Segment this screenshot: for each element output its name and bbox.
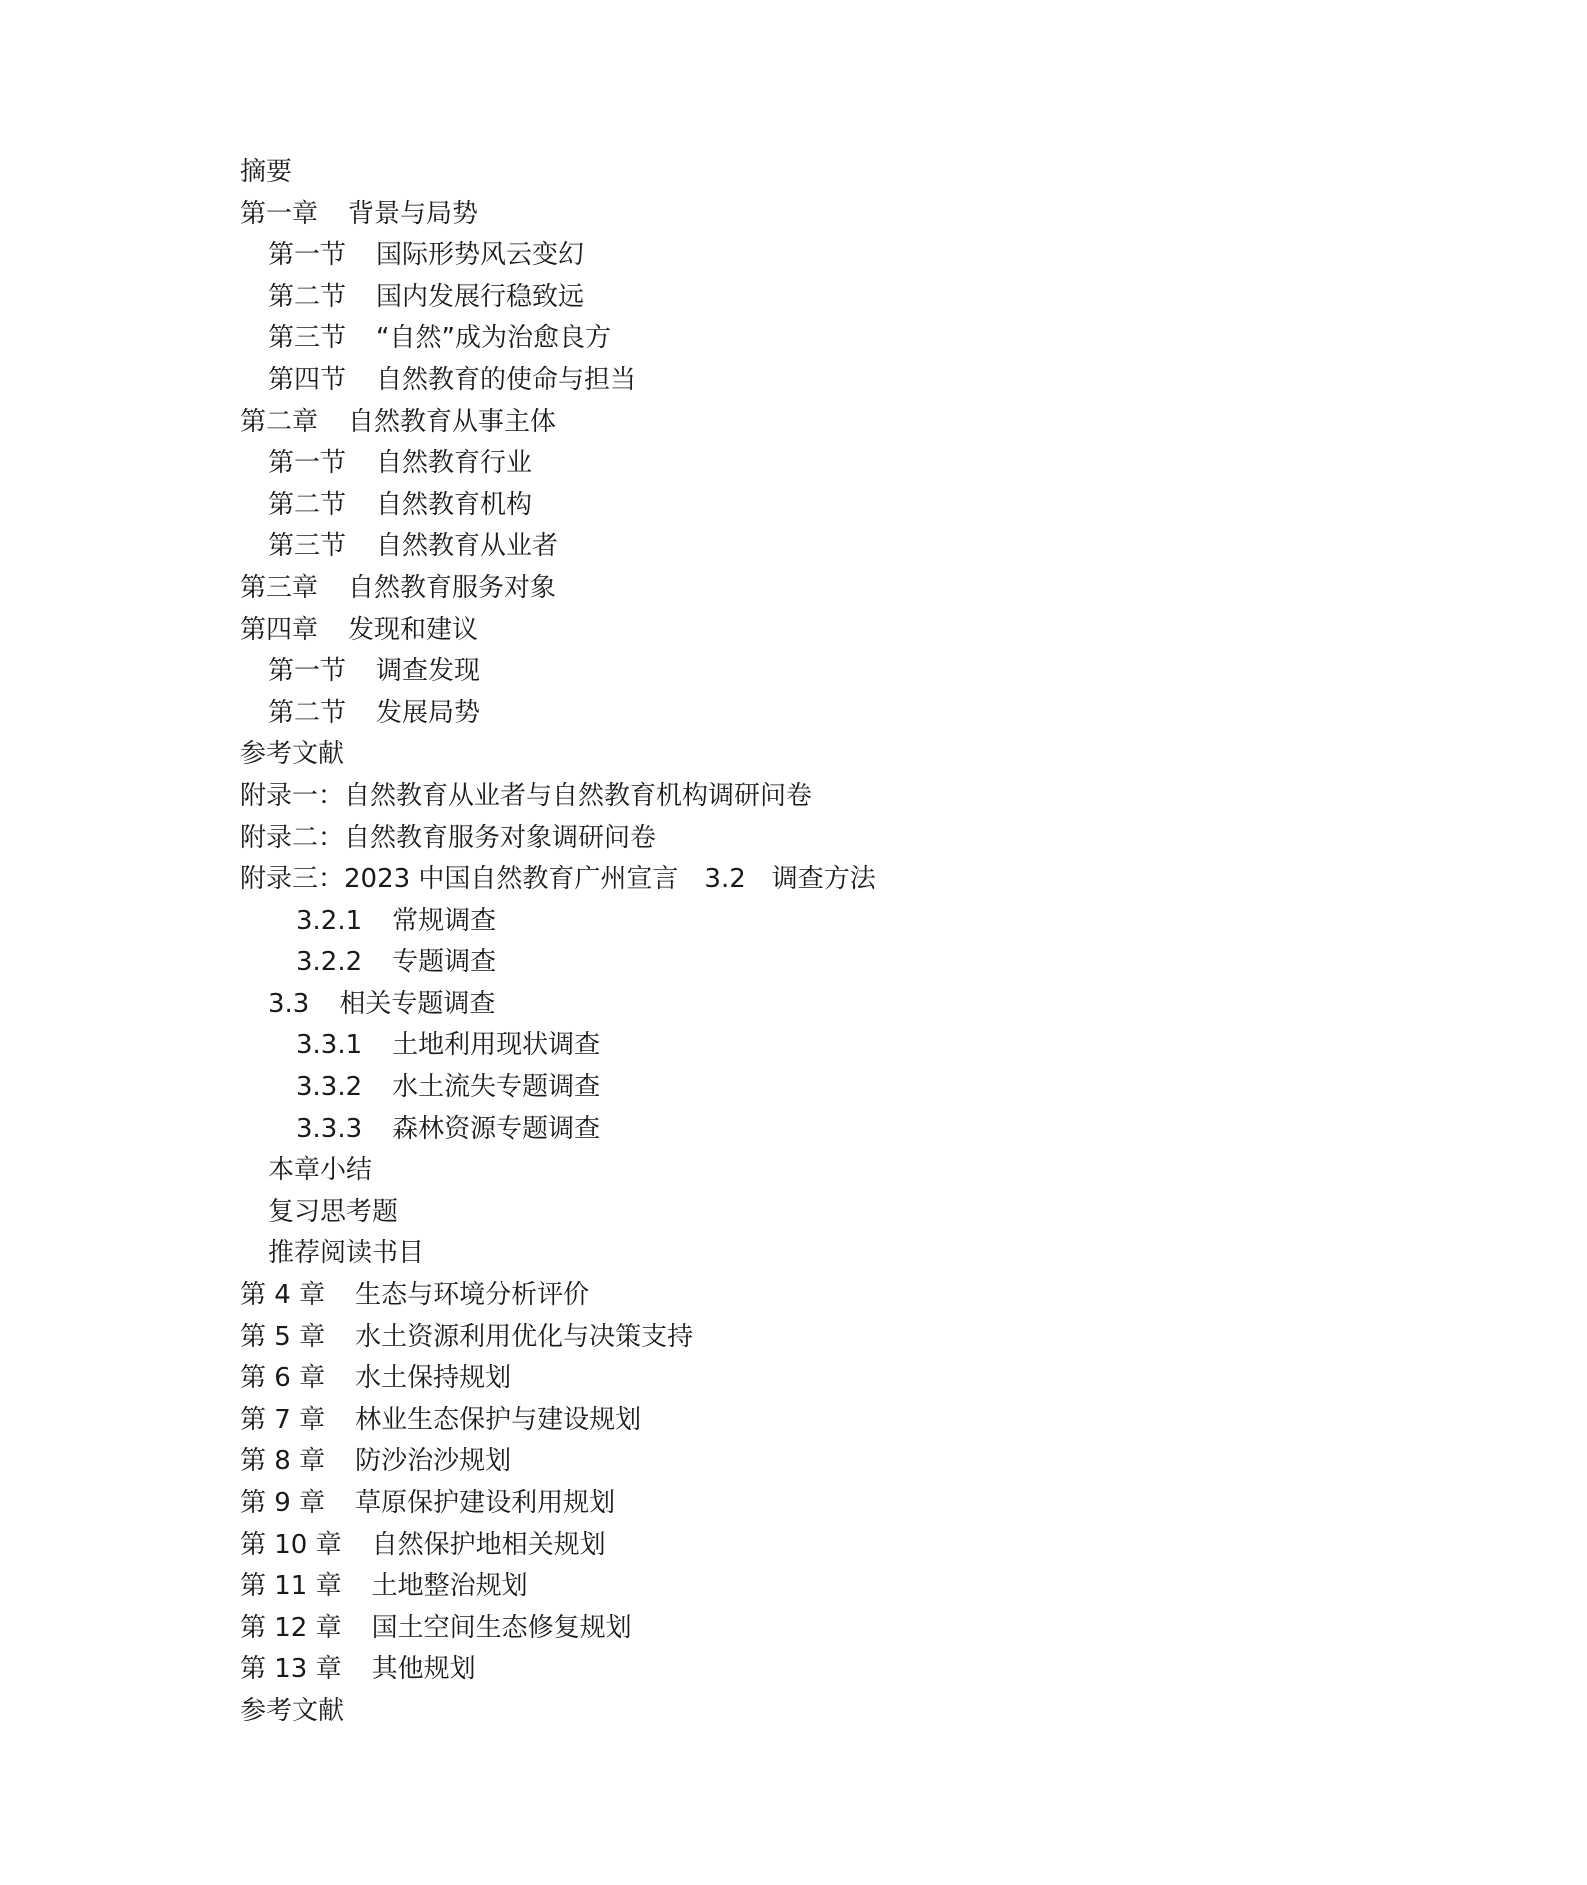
toc-entry-title: 自然保护地相关规划	[371, 1529, 606, 1560]
toc-entry	[240, 1192, 876, 1234]
table-of-contents	[240, 152, 876, 1733]
toc-entry-number: 第 9 章	[240, 1488, 326, 1518]
toc-entry-title: 林业生态保护与建设规划	[355, 1404, 642, 1435]
toc-entry	[240, 1400, 876, 1442]
toc-entry-title: 本章小结	[268, 1155, 373, 1186]
toc-entry-title: 水土流失专题调查	[392, 1072, 601, 1103]
toc-entry	[240, 1109, 876, 1151]
toc-entry-number: 第一章	[240, 198, 319, 229]
toc-entry	[240, 1275, 876, 1317]
toc-entry-title: 自然教育服务对象	[348, 572, 557, 603]
toc-entry	[240, 526, 876, 568]
toc-entry-title: 自然教育的使命与担当	[376, 364, 637, 395]
toc-entry	[240, 610, 876, 652]
toc-entry-title: 附录一：自然教育从业者与自然教育机构调研问卷	[240, 780, 813, 811]
toc-entry	[240, 568, 876, 610]
toc-entry-number: 第二节	[268, 489, 347, 520]
toc-entry-number: 3.3.1	[296, 1030, 363, 1061]
toc-entry-number: 第一节	[268, 240, 347, 271]
toc-entry-title: 自然教育机构	[376, 489, 533, 520]
toc-entry-number: 第三节	[268, 323, 347, 354]
toc-entry-title: 背景与局势	[348, 198, 479, 229]
toc-entry-number: 第 6 章	[240, 1363, 326, 1394]
toc-entry-title: 复习思考题	[268, 1196, 399, 1227]
toc-entry-number: 第 7 章	[240, 1404, 326, 1435]
toc-entry	[240, 942, 876, 984]
toc-entry-title: 水土资源利用优化与决策支持	[355, 1321, 694, 1352]
toc-entry	[240, 818, 876, 860]
toc-entry	[240, 984, 876, 1026]
toc-entry	[240, 1067, 876, 1109]
toc-entry	[240, 651, 876, 693]
toc-entry-title: 发现和建议	[348, 614, 479, 645]
toc-entry	[240, 235, 876, 277]
toc-entry	[240, 1566, 876, 1608]
toc-entry	[240, 360, 876, 402]
toc-entry	[240, 1691, 876, 1733]
toc-entry-number: 第 13 章	[240, 1654, 342, 1685]
toc-entry-number: 3.3	[268, 988, 310, 1019]
toc-entry-title: 国内发展行稳致远	[376, 281, 585, 312]
toc-entry-number: 第 11 章	[240, 1571, 342, 1602]
toc-entry	[240, 318, 876, 360]
toc-entry-title: 附录三：2023 中国自然教育广州宣言 3.2 调查方法	[240, 864, 876, 895]
toc-entry	[240, 194, 876, 236]
toc-entry	[240, 1483, 876, 1525]
toc-entry	[240, 1608, 876, 1650]
toc-entry-number: 第三节	[268, 531, 347, 562]
toc-entry	[240, 1441, 876, 1483]
toc-entry-title: “自然”成为治愈良方	[376, 323, 611, 354]
toc-entry-title: 国土空间生态修复规划	[371, 1612, 632, 1643]
toc-entry	[240, 1358, 876, 1400]
toc-entry-title: 自然教育从业者	[376, 531, 559, 562]
toc-entry-number: 第 8 章	[240, 1446, 326, 1477]
toc-entry	[240, 1233, 876, 1275]
toc-entry	[240, 443, 876, 485]
toc-entry	[240, 402, 876, 444]
toc-entry-number: 第二章	[240, 406, 319, 437]
toc-entry-title: 水土保持规划	[355, 1363, 512, 1394]
toc-entry-number: 第 10 章	[240, 1529, 342, 1560]
toc-entry	[240, 693, 876, 735]
toc-entry	[240, 734, 876, 776]
toc-entry-number: 第 4 章	[240, 1280, 326, 1311]
toc-entry-title: 国际形势风云变幻	[376, 240, 585, 271]
toc-entry-number: 3.3.2	[296, 1072, 363, 1103]
toc-entry-title: 其他规划	[371, 1654, 476, 1685]
toc-entry-number: 第三章	[240, 572, 319, 603]
toc-entry-title: 参考文献	[240, 739, 345, 770]
toc-entry-title: 森林资源专题调查	[392, 1113, 601, 1144]
toc-entry	[240, 1317, 876, 1359]
toc-entry-number: 第 12 章	[240, 1612, 342, 1643]
toc-entry-title: 生态与环境分析评价	[355, 1280, 590, 1311]
toc-entry-title: 自然教育行业	[376, 448, 533, 479]
toc-entry-title: 附录二：自然教育服务对象调研问卷	[240, 822, 657, 853]
toc-entry	[240, 859, 876, 901]
toc-entry-title: 防沙治沙规划	[355, 1446, 512, 1477]
toc-entry-number: 第二节	[268, 697, 347, 728]
toc-entry-number: 第一节	[268, 656, 347, 687]
toc-entry	[240, 1025, 876, 1067]
toc-entry-title: 相关专题调查	[339, 988, 496, 1019]
toc-entry	[240, 1649, 876, 1691]
toc-entry-title: 土地整治规划	[371, 1571, 528, 1602]
toc-entry-number: 第四章	[240, 614, 319, 645]
toc-entry	[240, 776, 876, 818]
toc-entry-title: 推荐阅读书目	[268, 1238, 425, 1269]
toc-entry	[240, 1525, 876, 1567]
toc-entry	[240, 152, 876, 194]
toc-entry-title: 土地利用现状调查	[392, 1030, 601, 1061]
toc-entry-number: 3.2.1	[296, 905, 363, 936]
toc-entry-number: 第四节	[268, 364, 347, 395]
toc-entry-title: 发展局势	[376, 697, 481, 728]
toc-entry-title: 调查发现	[376, 656, 481, 687]
toc-entry-number: 3.2.2	[296, 947, 363, 978]
toc-entry	[240, 1150, 876, 1192]
toc-entry-number: 第二节	[268, 281, 347, 312]
toc-entry	[240, 277, 876, 319]
toc-entry-number: 第 5 章	[240, 1321, 326, 1352]
toc-entry-title: 专题调查	[392, 947, 497, 978]
toc-entry-number: 第一节	[268, 448, 347, 479]
toc-entry	[240, 485, 876, 527]
toc-entry-number: 3.3.3	[296, 1113, 363, 1144]
toc-entry-title: 自然教育从事主体	[348, 406, 557, 437]
toc-entry	[240, 901, 876, 943]
toc-entry-title: 摘要	[240, 157, 293, 187]
toc-entry-title: 草原保护建设利用规划	[355, 1488, 616, 1518]
toc-entry-title: 常规调查	[392, 905, 497, 936]
toc-entry-title: 参考文献	[240, 1695, 345, 1726]
